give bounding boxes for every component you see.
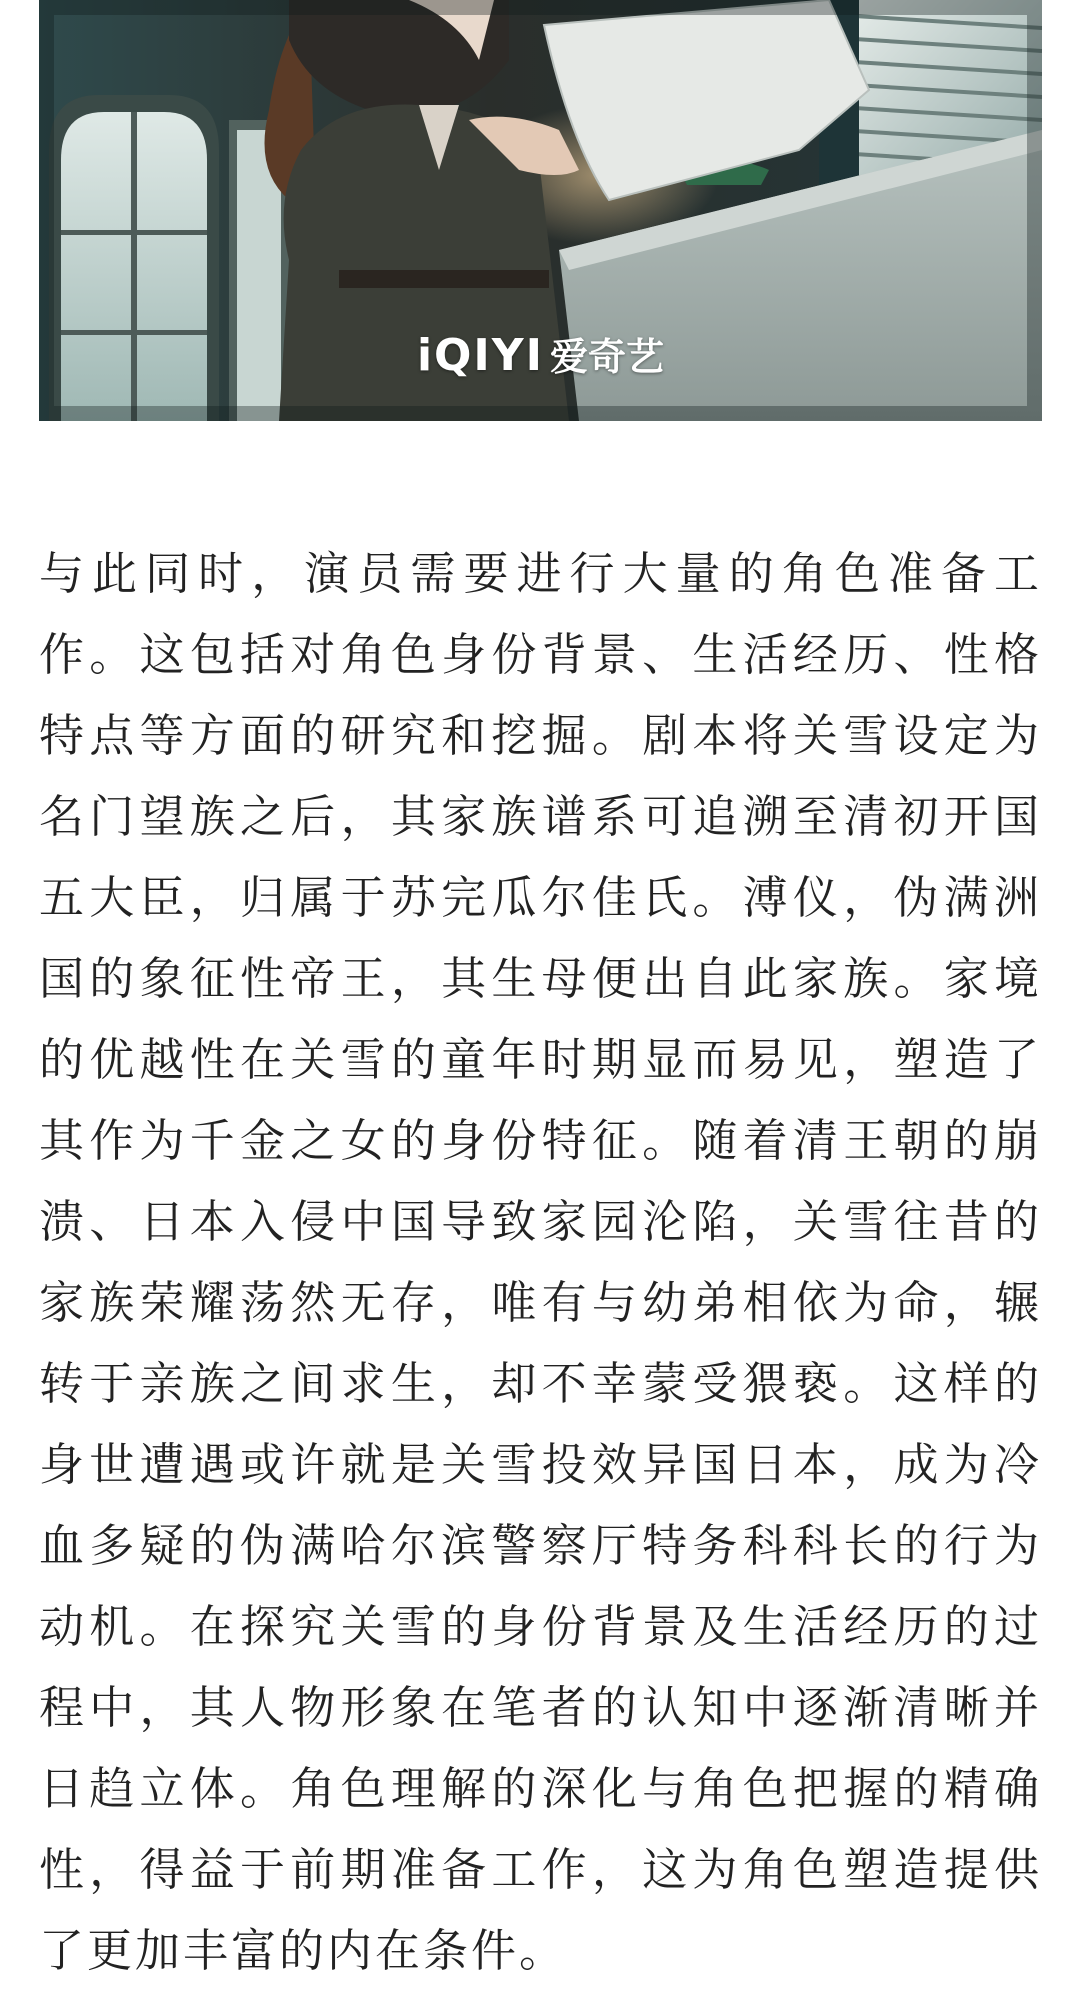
iqiyi-logo-text: iQIYI: [416, 330, 545, 381]
article-hero-image: [39, 0, 1042, 421]
article-paragraph: 与此同时，演员需要进行大量的角色准备工作。这包括对角色身份背景、生活经历、性格特点等方面的研究和挖掘。剧本将关雪设定为名门望族之后，其家族谱系可追溯至清初开国五大臣，归属于苏完瓜尔佳氏。溥仪，伪满洲国的象征性帝王，其生母便出自此家族。家境的优越性在关雪的童年时期显而易见，塑造了其作为千金之女的身份特征。随着清王朝的崩溃、日本入侵中国导致家园沦陷，关雪往昔的家族荣耀荡然无存，唯有与幼弟相依为命，辗转于亲族之间求生，却不幸蒙受猥亵。这样的身世遭遇或许就是关雪投效异国日本，成为冷血多疑的伪满哈尔滨警察厅特务科科长的行为动机。在探究关雪的身份背景及生活经历的过程中，其人物形象在笔者的认知中逐渐清晰并日趋立体。角色理解的深化与角色把握的精确性，得益于前期准备工作，这为角色塑造提供了更加丰富的内在条件。: [39, 547, 1042, 1977]
iqiyi-logo-cn: 爱奇艺: [550, 335, 665, 379]
iqiyi-watermark: [39, 326, 1042, 381]
